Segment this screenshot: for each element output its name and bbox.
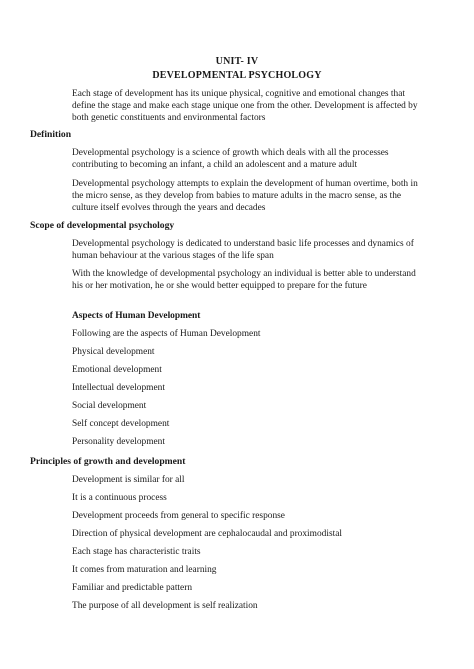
scope-text: Social development — [72, 401, 147, 411]
definition-heading: Definition — [30, 129, 72, 140]
principle-item — [72, 564, 424, 576]
principle-text: Development is similar for all — [72, 475, 185, 485]
principle-text: Direction of physical development are cephalocaudal and proximodistal — [72, 529, 342, 539]
principle-text: Development proceeds from general to specific response — [72, 511, 285, 521]
unit-title: UNIT- IV — [215, 56, 259, 67]
scope-text: Following are the aspects of Human Development — [72, 329, 261, 339]
scope-text: Physical development — [72, 347, 155, 357]
principle-text: Each stage has characteristic traits — [72, 547, 201, 557]
scope-text: With the knowledge of developmental psychology an individual is better able to understand his or her motivation, he or she would better equipped to prepare for the future — [72, 269, 416, 291]
scope-item — [72, 238, 424, 262]
scope-text: Emotional development — [72, 365, 162, 375]
principle-text: It is a continuous process — [72, 493, 167, 503]
aspects-subheading — [72, 310, 424, 322]
scope-text: Aspects of Human Development — [72, 311, 201, 321]
scope-item — [72, 382, 424, 394]
scope-item — [72, 364, 424, 376]
principle-item — [72, 510, 424, 522]
scope-text: Developmental psychology is dedicated to understand basic life processes and dynamics of human behaviour at the various stages of the life span — [72, 239, 414, 261]
scope-text: Self concept development — [72, 419, 170, 429]
principles-heading: Principles of growth and development — [30, 456, 186, 467]
principle-item — [72, 600, 424, 612]
principle-item — [72, 528, 424, 540]
scope-text: Personality development — [72, 437, 165, 447]
definition-item — [72, 178, 424, 214]
scope-item — [72, 418, 424, 430]
definition-item — [72, 147, 424, 171]
scope-item — [72, 346, 424, 358]
scope-item — [72, 328, 424, 340]
scope-item — [72, 268, 424, 292]
principle-text: It comes from maturation and learning — [72, 565, 217, 575]
principle-item — [72, 582, 424, 594]
principle-text: The purpose of all development is self realization — [72, 601, 258, 611]
principle-item — [72, 492, 424, 504]
scope-item — [72, 436, 424, 448]
intro-item — [72, 88, 424, 124]
definition-text: Developmental psychology is a science of growth which deals with all the processes contributing to becoming an infant, a child an adolescent and a mature adult — [72, 148, 389, 170]
definition-text: Developmental psychology attempts to explain the development of human overtime, both in the micro sense, as they develop from babies to mature adults in the macro sense, as the culture itself evolves through the years and decades — [72, 179, 418, 213]
principle-item — [72, 474, 424, 486]
principle-text: Familiar and predictable pattern — [72, 583, 193, 593]
intro-text: Each stage of development has its unique physical, cognitive and emotional changes that define the stage and make each stage unique one from the other. Development is affected by both genetic constituents and environmental factors — [72, 89, 418, 123]
principle-item — [72, 546, 424, 558]
scope-item — [72, 400, 424, 412]
page-title: DEVELOPMENTAL PSYCHOLOGY — [152, 70, 322, 81]
scope-text: Intellectual development — [72, 383, 165, 393]
scope-heading: Scope of developmental psychology — [30, 220, 175, 231]
